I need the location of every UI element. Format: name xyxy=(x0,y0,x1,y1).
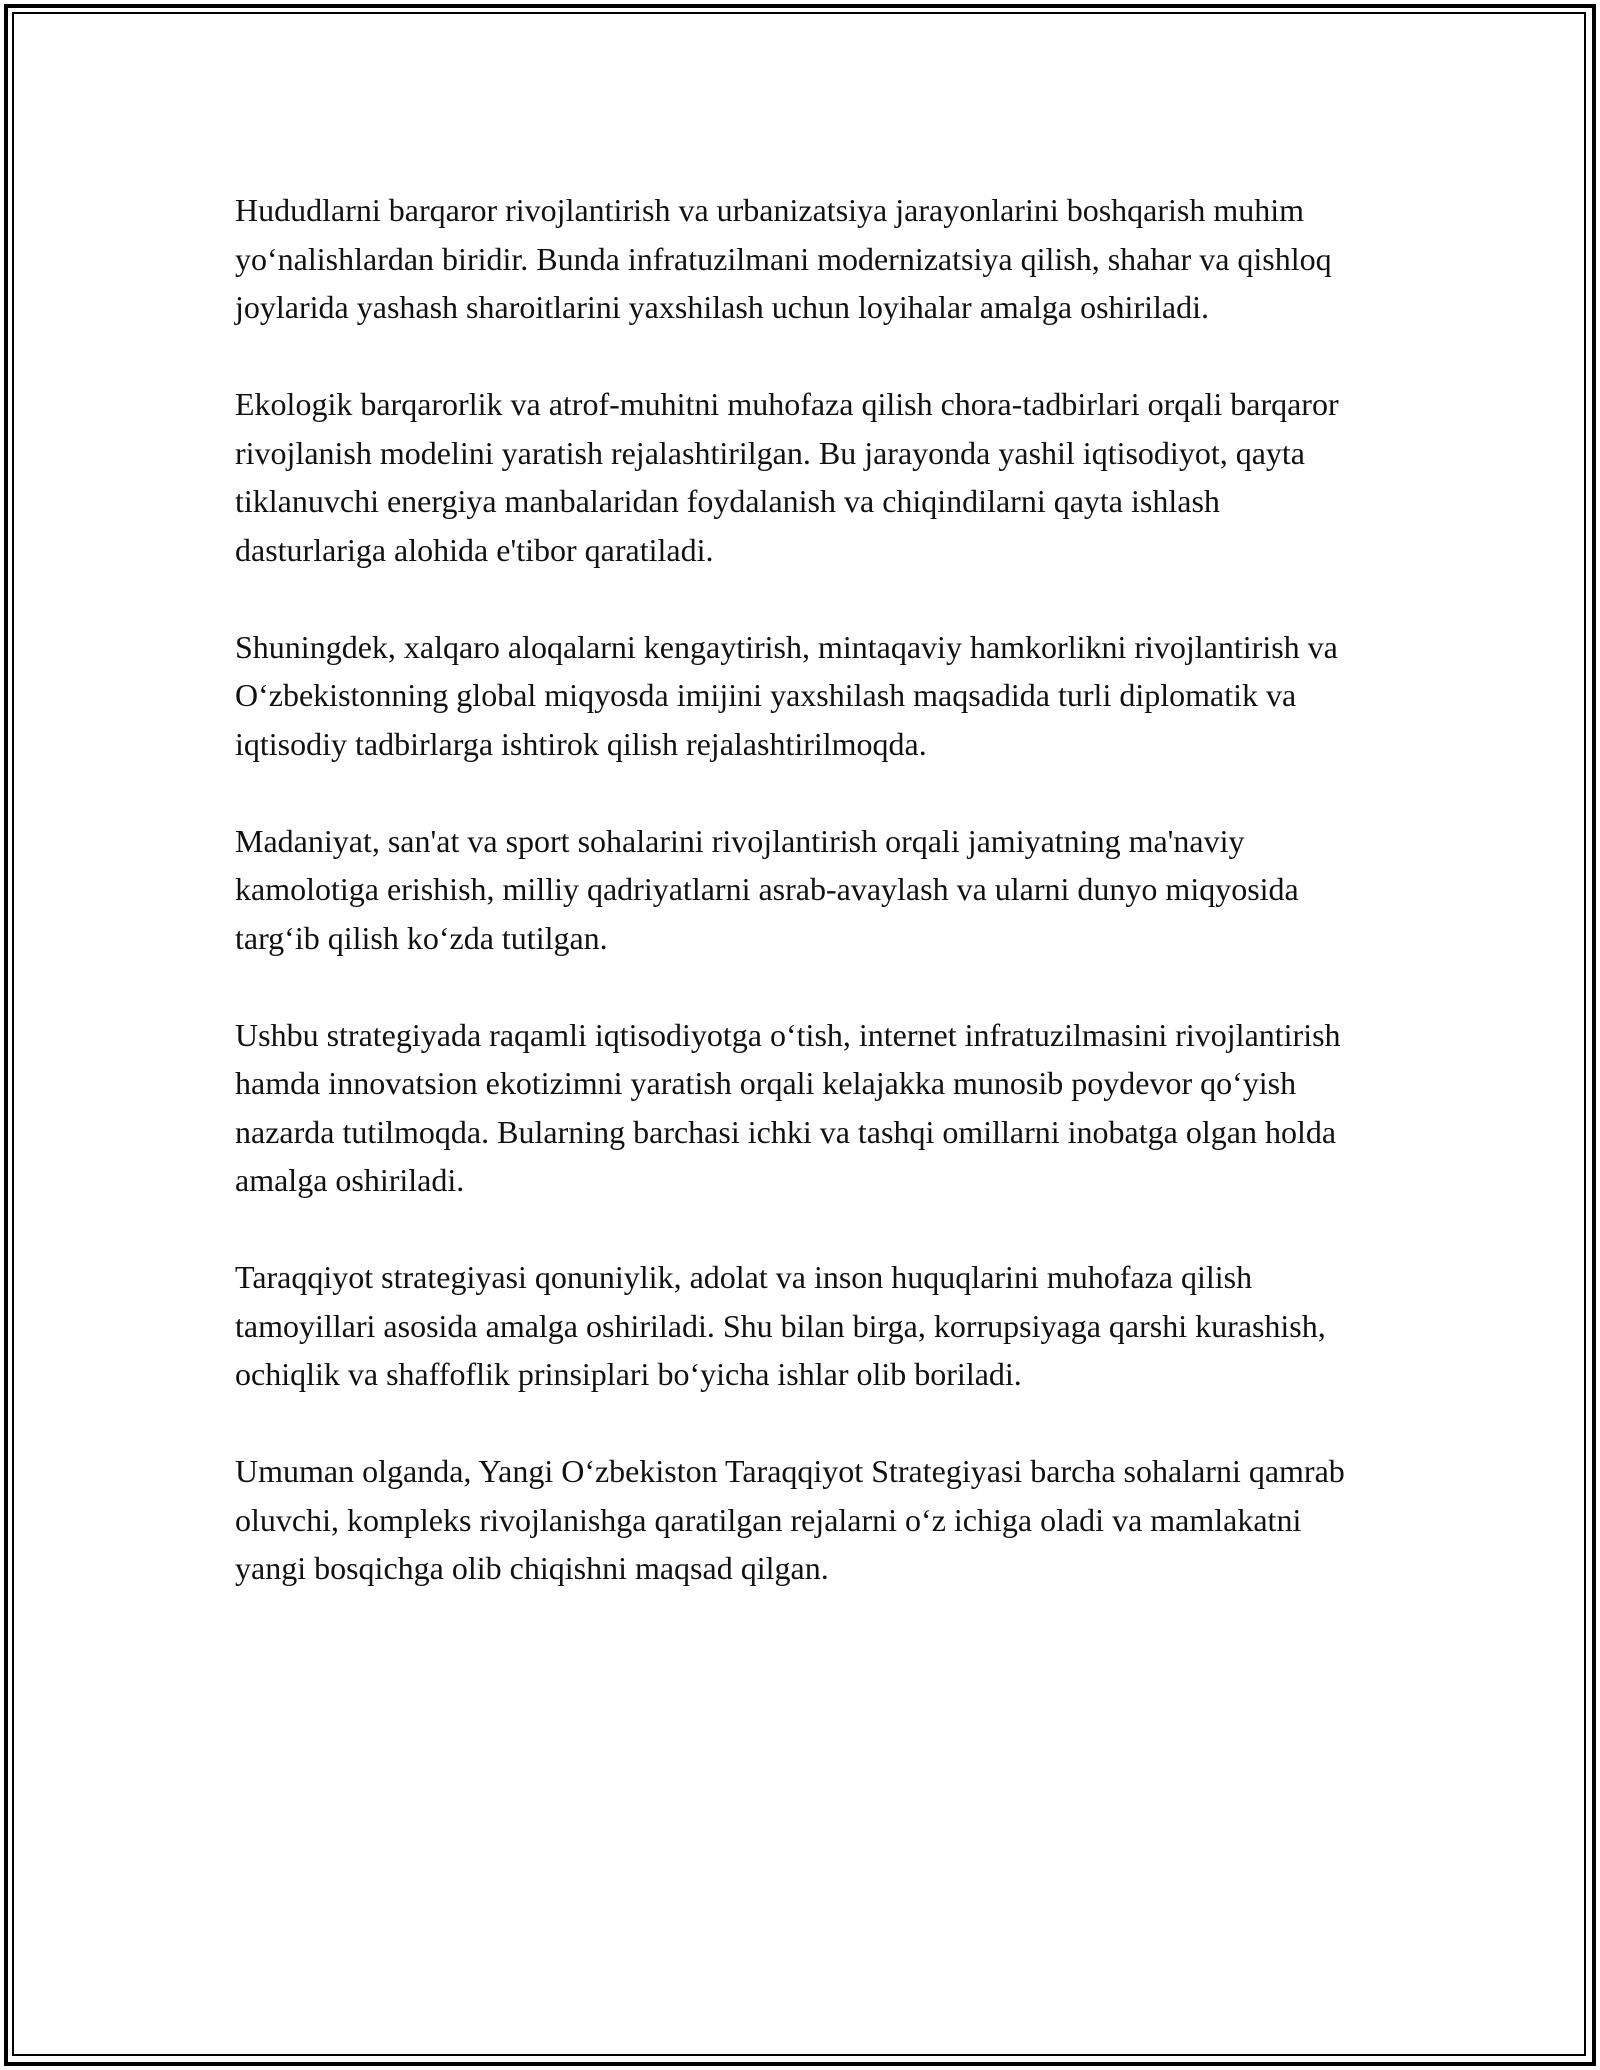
paragraph-rule-of-law: Taraqqiyot strategiyasi qonuniylik, adolat va inson huquqlarini muhofaza qilish tamoyillari asosida amalga oshiriladi. Shu bilan birga, korrupsiyaga qarshi kurashish, ochiqlik va shaffoflik prinsiplari bo‘yicha ishlar olib boriladi. xyxy=(235,1259,1326,1392)
paragraph-conclusion: Umuman olganda, Yangi O‘zbekiston Taraqqiyot Strategiyasi barcha sohalarni qamrab oluvchi, kompleks rivojlanishga qaratilgan rejalarni o‘z ichiga oladi va mamlakatni yangi bosqichga olib chiqishni maqsad qilgan. xyxy=(235,1453,1345,1586)
paragraph-urbanization: Hududlarni barqaror rivojlantirish va urbanizatsiya jarayonlarini boshqarish muhim yo‘nalishlardan biridir. Bunda infratuzilmani modernizatsiya qilish, shahar va qishloq joylarida yashash sharoitlarini yaxshilash uchun loyihalar amalga oshiriladi. xyxy=(235,192,1332,325)
paragraph-digital-economy: Ushbu strategiyada raqamli iqtisodiyotga o‘tish, internet infratuzilmasini rivojlantirish hamda innovatsion ekotizimni yaratish orqali kelajakka munosib poydevor qo‘yish nazarda tutilmoqda. Bularning barchasi ichki va tashqi omillarni inobatga olgan holda amalga oshiriladi. xyxy=(235,1016,1341,1198)
paragraph-ecology: Ekologik barqarorlik va atrof-muhitni muhofaza qilish chora-tadbirlari orqali barqaror rivojlanish modelini yaratish rejalashtirilgan. Bu jarayonda yashil iqtisodiyot, qayta tiklanuvchi energiya manbalaridan foydalanish va chiqindilarni qayta ishlash dasturlariga alohida e'tibor qaratiladi. xyxy=(235,386,1339,568)
document-body xyxy=(235,186,1375,1641)
paragraph-international-relations: Shuningdek, xalqaro aloqalarni kengaytirish, mintaqaviy hamkorlikni rivojlantirish va O‘zbekistonning global miqyosda imijini yaxshilash maqsadida turli diplomatik va iqtisodiy tadbirlarga ishtirok qilish rejalashtirilmoqda. xyxy=(235,628,1338,762)
paragraph-culture: Madaniyat, san'at va sport sohalarini rivojlantirish orqali jamiyatning ma'naviy kamolotiga erishish, milliy qadriyatlarni asrab-avaylash va ularni dunyo miqyosida targ‘ib qilish ko‘zda tutilgan. xyxy=(235,822,1299,956)
